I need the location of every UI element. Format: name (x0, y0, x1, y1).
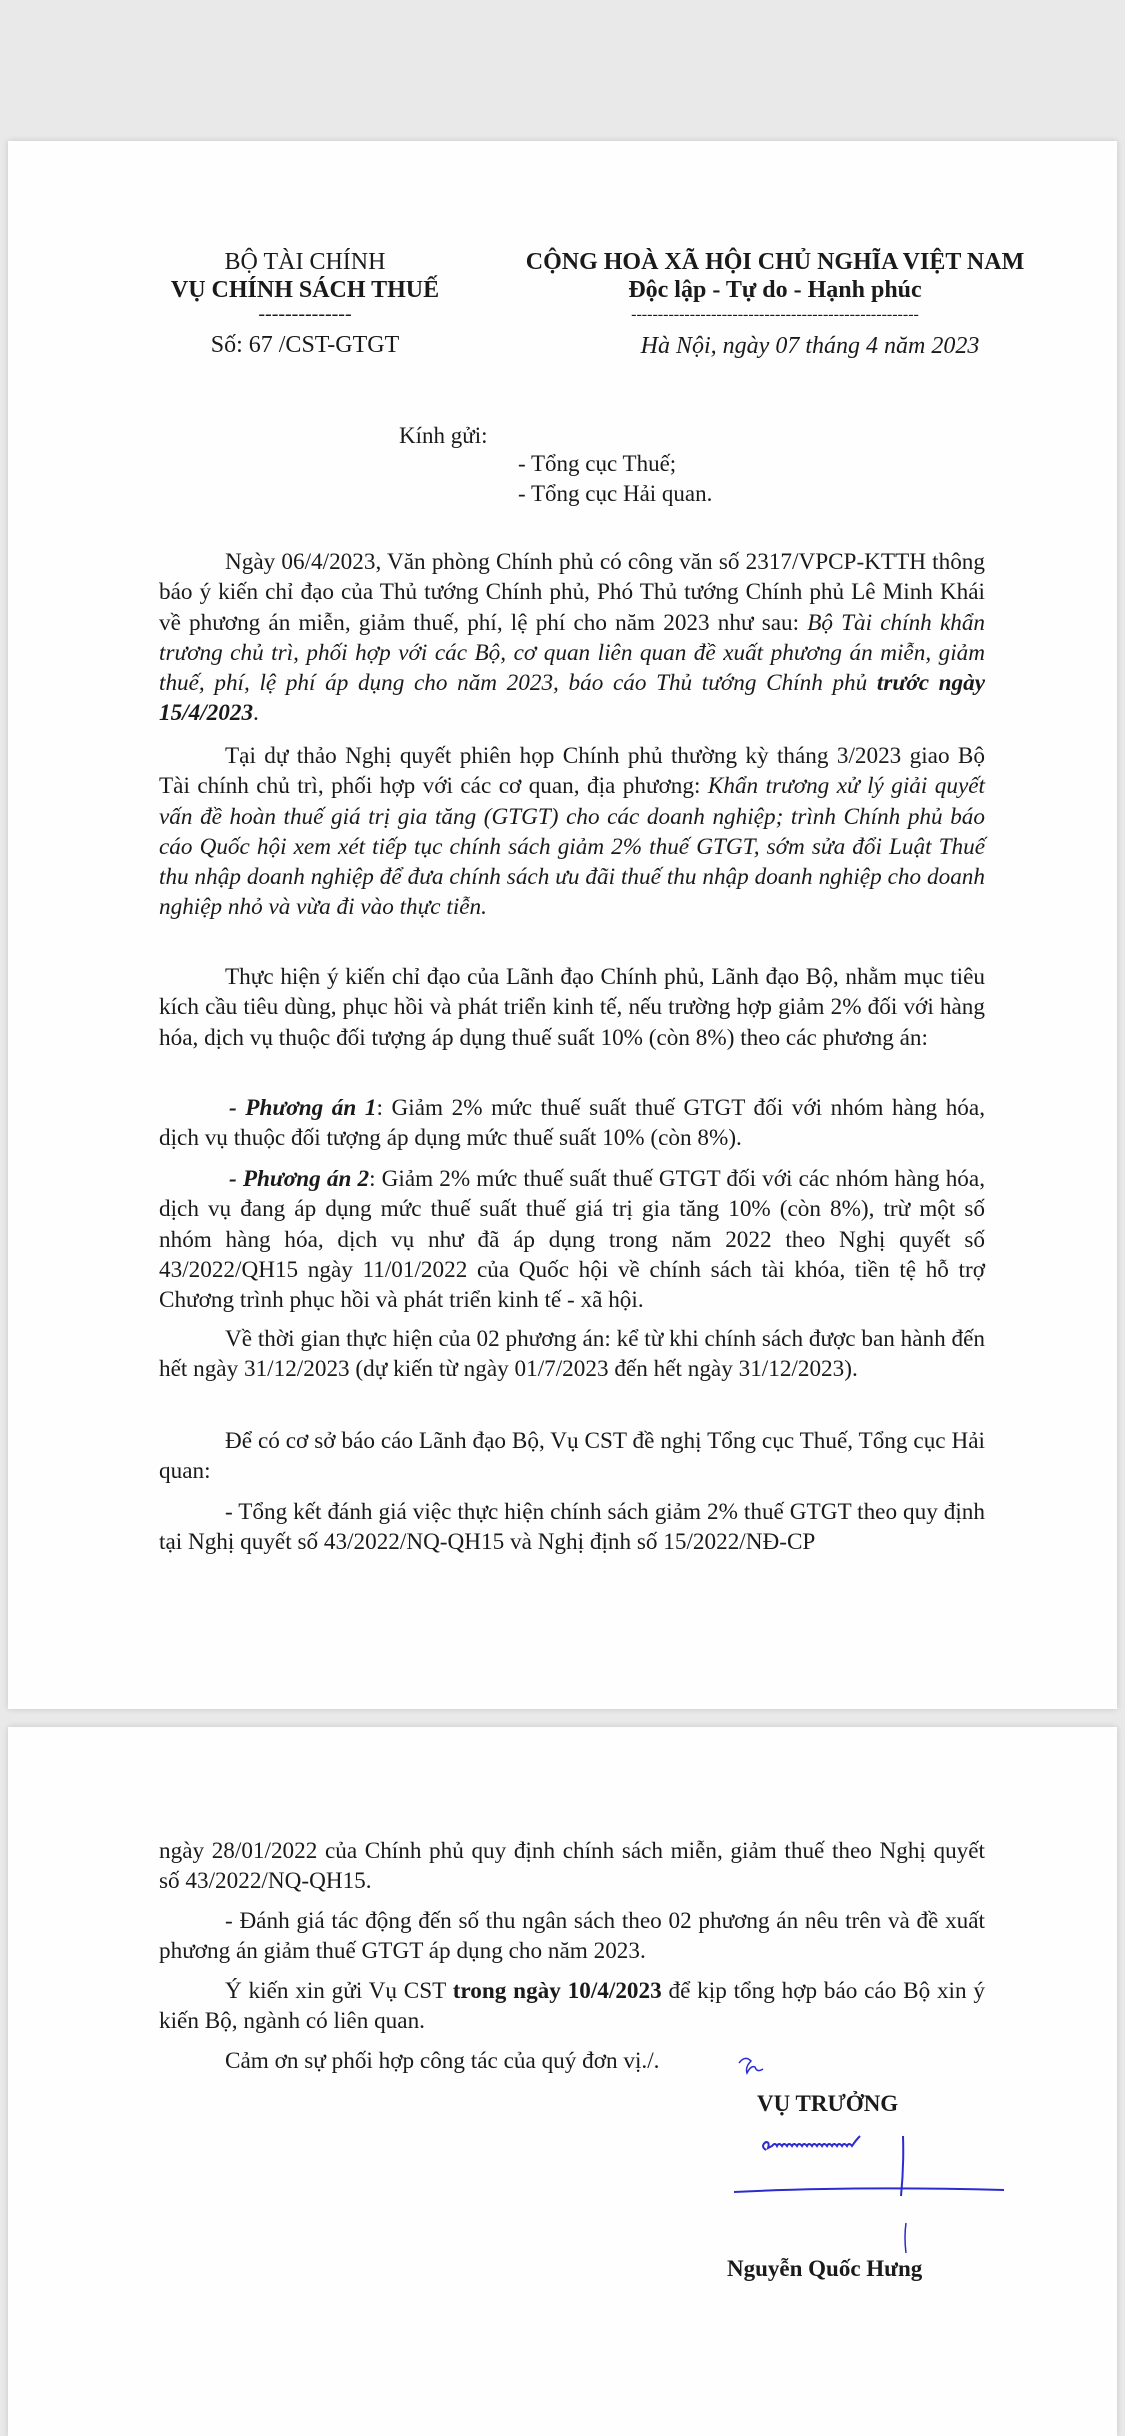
paragraph-2: Tại dự thảo Nghị quyết phiên họp Chính phủ thường kỳ tháng 3/2023 giao Bộ Tài chính chủ trì, phối hợp với các cơ quan, địa phương: Khẩn trương xử lý giải quyết vấn đề hoàn thuế giá trị gia tăng (GTGT) cho các doanh nghiệp; trình Chính phủ báo cáo Quốc hội xem xét tiếp tục chính sách giảm 2% thuế GTGT, sớm sửa đổi Luật Thuế thu nhập doanh nghiệp để đưa chính sách ưu đãi thuế thu nhập doanh nghiệp cho doanh nghiệp nhỏ và vừa đi vào thực tiễn. (159, 743, 985, 921)
paragraph-8: Ý kiến xin gửi Vụ CST trong ngày 10/4/2023 để kịp tổng hợp báo cáo Bộ xin ý kiến Bộ, ngành có liên quan. (159, 1978, 985, 2035)
recipient-item: - Tổng cục Hải quan. (518, 481, 713, 506)
paragraph-6-start: - Tổng kết đánh giá việc thực hiện chính sách giảm 2% thuế GTGT theo quy định tại Nghị quyết số 43/2022/NQ-QH15 và Nghị định số 15/2022/NĐ-CP (159, 1499, 985, 1556)
paragraph-1: Ngày 06/4/2023, Văn phòng Chính phủ có công văn số 2317/VPCP-KTTH thông báo ý kiến chỉ đạo của Thủ tướng Chính phủ, Phó Thủ tướng Chính phủ Lê Minh Khái về phương án miễn, giảm thuế, phí, lệ phí cho năm 2023 như sau: Bộ Tài chính khẩn trương chủ trì, phối hợp với các Bộ, cơ quan liên quan đề xuất phương án miễn, giảm thuế, phí, lệ phí áp dụng cho năm 2023, báo cáo Thủ tướng Chính phủ trước ngày 15/4/2023. (159, 549, 986, 727)
option-1: - Phương án 1: Giảm 2% mức thuế suất thuế GTGT đối với nhóm hàng hóa, dịch vụ thuộc đối tượng áp dụng mức thuế suất 10% (còn 8%). (159, 1095, 985, 1152)
option-2: - Phương án 2: Giảm 2% mức thuế suất thuế GTGT đối với các nhóm hàng hóa, dịch vụ đang áp dụng mức thuế suất thuế giá trị gia tăng 10% (còn 8%), trừ một số nhóm hàng hóa, dịch vụ như đã áp dụng trong năm 2022 theo Nghị quyết số 43/2022/QH15 ngày 11/01/2022 của Quốc hội về chính sách tài khóa, tiền tệ hỗ trợ Chương trình phục hồi và phát triển kinh tế - xã hội. (159, 1166, 985, 1314)
country-name: CỘNG HOÀ XÃ HỘI CHỦ NGHĨA VIỆT NAM (525, 249, 1025, 275)
salutation: Kính gửi: (399, 423, 488, 448)
right-rule: ------------------------------------------------------ (631, 306, 919, 323)
signer-title: VỤ TRƯỞNG (757, 2091, 899, 2116)
paragraph-9: Cảm ơn sự phối hợp công tác của quý đơn vị./. (225, 2048, 660, 2074)
document-number: Số: 67 /CST-GTGT (210, 332, 400, 358)
department-name: VỤ CHÍNH SÁCH THUẾ (170, 277, 440, 303)
paragraph-3: Thực hiện ý kiến chỉ đạo của Lãnh đạo Chính phủ, Lãnh đạo Bộ, nhằm mục tiêu kích cầu tiêu dùng, phục hồi và phát triển kinh tế, nếu trường hợp giảm 2% đối với hàng hóa, dịch vụ thuộc đối tượng áp dụng thuế suất 10% (còn 8%) theo các phương án: (159, 964, 985, 1051)
paragraph-4: Về thời gian thực hiện của 02 phương án: kể từ khi chính sách được ban hành đến hết ngày 31/12/2023 (dự kiến từ ngày 01/7/2023 đến hết ngày 31/12/2023). (159, 1326, 985, 1383)
ministry-name: BỘ TÀI CHÍNH (224, 249, 386, 275)
handwritten-signature (720, 2128, 1020, 2268)
left-rule: -------------- (258, 303, 352, 325)
issue-date: Hà Nội, ngày 07 tháng 4 năm 2023 (640, 333, 980, 359)
paragraph-6-continued: ngày 28/01/2022 của Chính phủ quy định chính sách miễn, giảm thuế theo Nghị quyết số 43/2022/NQ-QH15. (159, 1838, 985, 1895)
recipient-item: - Tổng cục Thuế; (518, 451, 677, 476)
document-page-2 (8, 1727, 1117, 2436)
paragraph-5: Để có cơ sở báo cáo Lãnh đạo Bộ, Vụ CST đề nghị Tổng cục Thuế, Tổng cục Hải quan: (159, 1428, 985, 1485)
signer-name: Nguyễn Quốc Hưng (727, 2256, 923, 2281)
national-motto: Độc lập - Tự do - Hạnh phúc (628, 277, 922, 303)
paragraph-7: - Đánh giá tác động đến số thu ngân sách theo 02 phương án nêu trên và đề xuất phương án giảm thuế GTGT áp dụng cho năm 2023. (159, 1908, 985, 1965)
signature-initial (737, 2055, 767, 2079)
